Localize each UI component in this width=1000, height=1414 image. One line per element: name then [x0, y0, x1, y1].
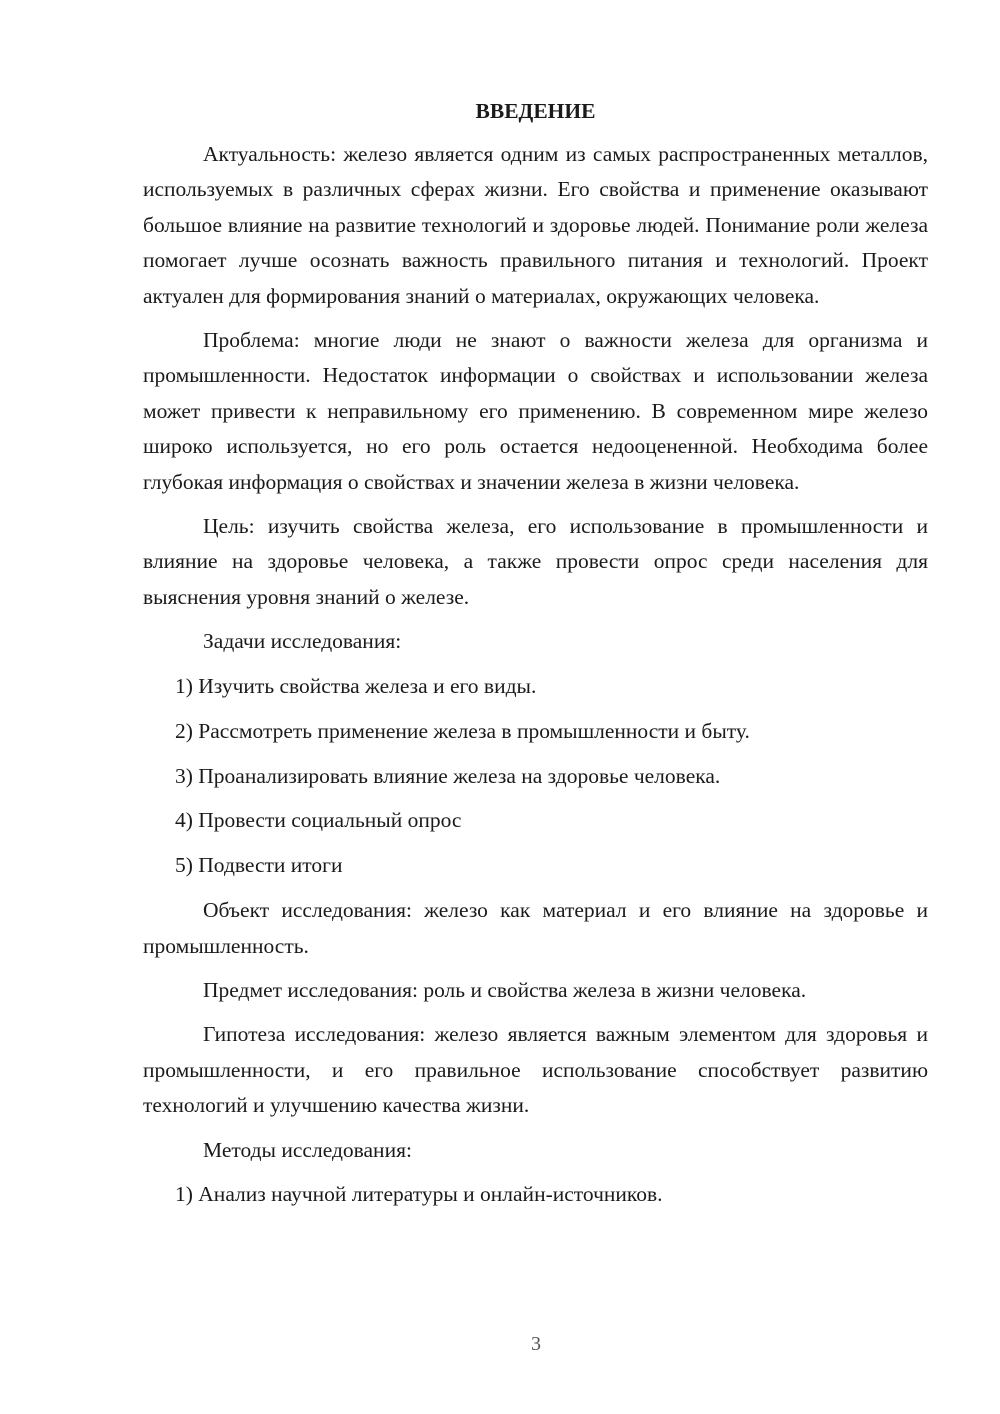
- task-item: 5) Подвести итоги: [175, 853, 343, 878]
- goal-paragraph: Цель: изучить свойства железа, его использование в промышленности и влияние на здоровье человека, а также провести опрос среди населения для выяснения уровня знаний о железе.: [143, 514, 928, 609]
- problem-paragraph: Проблема: многие люди не знают о важности железа для организма и промышленности. Недостаток информации о свойствах и использовании железа может привести к неправильному его применению. В современном мире железо широко используется, но его роль остается недооцененной. Необходима более глубокая информация о свойствах и значении железа в жизни человека.: [143, 328, 928, 494]
- object-paragraph: Объект исследования: железо как материал и его влияние на здоровье и промышленность.: [143, 898, 928, 958]
- hypothesis-paragraph: Гипотеза исследования: железо является важным элементом для здоровья и промышленности, и его правильное использование способствует развитию технологий и улучшению качества жизни.: [143, 1022, 928, 1118]
- task-item: 4) Провести социальный опрос: [175, 808, 462, 833]
- page-content: [143, 94, 928, 1222]
- page-number: 3: [531, 1333, 541, 1355]
- subject-paragraph: Предмет исследования: роль и свойства железа в жизни человека.: [203, 978, 807, 1003]
- section-heading: ВВЕДЕНИЕ: [475, 99, 596, 123]
- task-item: 1) Изучить свойства железа и его виды.: [175, 673, 537, 698]
- method-item: 1) Анализ научной литературы и онлайн-источников.: [175, 1182, 663, 1207]
- relevance-paragraph: Актуальность: железо является одним из самых распространенных металлов, используемых в различных сферах жизни. Его свойства и применение оказывают большое влияние на развитие технологий и здоровье людей. Понимание роли железа помогает лучше осознать важность правильного питания и технологий. Проект актуален для формирования знаний о материалах, окружающих человека.: [143, 142, 928, 308]
- task-item: 3) Проанализировать влияние железа на здоровье человека.: [175, 763, 721, 788]
- tasks-title: Задачи исследования:: [203, 629, 402, 654]
- task-item: 2) Рассмотреть применение железа в промышленности и быту.: [175, 718, 750, 743]
- methods-title: Методы исследования:: [203, 1137, 412, 1162]
